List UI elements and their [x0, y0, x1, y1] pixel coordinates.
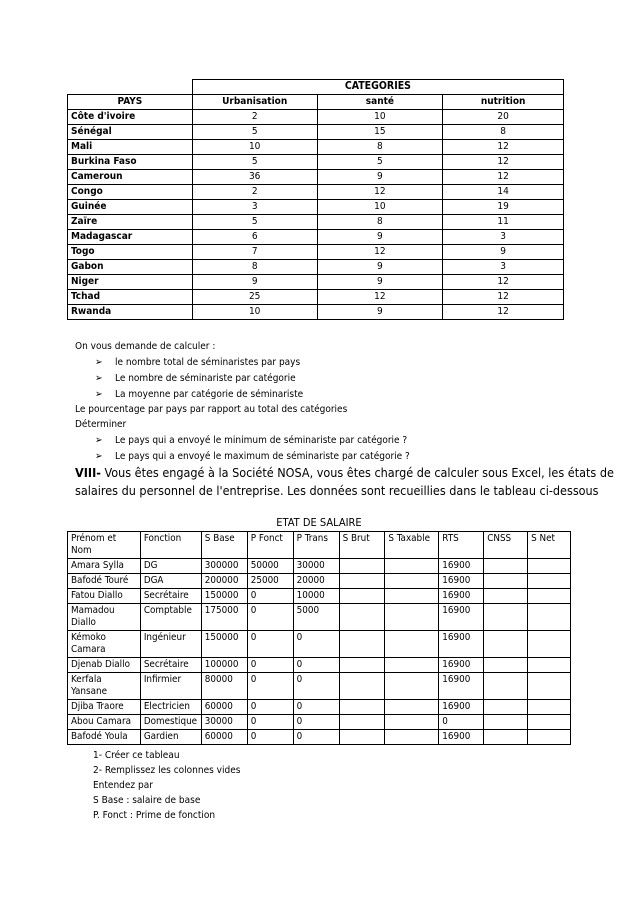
salary-cell: 16900	[439, 730, 484, 745]
salary-cell: 0	[293, 631, 339, 658]
salary-column-header: CNSS	[484, 532, 528, 559]
salary-cell	[385, 589, 439, 604]
country-name-cell: Congo	[68, 185, 193, 200]
category-value-cell: 11	[443, 215, 564, 230]
salary-cell: 0	[293, 730, 339, 745]
salary-cell	[484, 700, 528, 715]
category-value-cell: 12	[443, 275, 564, 290]
salary-cell: 80000	[201, 673, 247, 700]
category-value-cell: 3	[192, 200, 317, 215]
categories-group-header-row	[68, 80, 564, 95]
category-value-cell: 12	[317, 290, 443, 305]
instruction-bullet: ➢ La moyenne par catégorie de séminariste	[95, 388, 303, 401]
employee-name-cell: Amara Sylla	[68, 559, 141, 574]
salary-cell	[385, 730, 439, 745]
salary-cell	[339, 715, 385, 730]
salary-cell	[484, 673, 528, 700]
country-row	[68, 290, 564, 305]
employee-row	[68, 574, 571, 589]
category-value-cell: 10	[317, 110, 443, 125]
salary-table	[67, 531, 571, 745]
salary-column-header: P Fonct	[247, 532, 293, 559]
salary-cell: 300000	[201, 559, 247, 574]
category-value-cell: 14	[443, 185, 564, 200]
category-value-cell: 3	[443, 230, 564, 245]
category-value-cell: 12	[317, 245, 443, 260]
category-value-cell: 8	[192, 260, 317, 275]
instruction-bullet: ➢ Le pays qui a envoyé le minimum de séminariste par catégorie ?	[95, 434, 407, 447]
salary-cell	[484, 559, 528, 574]
salary-cell: Secrétaire	[140, 658, 201, 673]
salary-cell: 50000	[247, 559, 293, 574]
salary-cell: Domestique	[140, 715, 201, 730]
employee-row	[68, 730, 571, 745]
employee-name-cell: Kerfala Yansane	[68, 673, 141, 700]
salary-cell: 0	[247, 589, 293, 604]
task-item: 1- Créer ce tableau	[93, 750, 180, 761]
country-row	[68, 155, 564, 170]
salary-cell	[484, 589, 528, 604]
salary-column-header: RTS	[439, 532, 484, 559]
salary-cell	[484, 730, 528, 745]
employee-row	[68, 589, 571, 604]
category-value-cell: 5	[192, 215, 317, 230]
employee-row	[68, 673, 571, 700]
salary-cell: 0	[247, 604, 293, 631]
country-name-cell: Burkina Faso	[68, 155, 193, 170]
salary-cell: 0	[247, 631, 293, 658]
country-name-cell: Côte d'ivoire	[68, 110, 193, 125]
category-value-cell: 9	[317, 305, 443, 320]
salary-cell: 60000	[201, 700, 247, 715]
salary-cell: 16900	[439, 574, 484, 589]
salary-column-header: S Net	[528, 532, 571, 559]
employee-name-cell: Bafodé Touré	[68, 574, 141, 589]
category-value-cell: 12	[443, 290, 564, 305]
salary-cell: 30000	[201, 715, 247, 730]
category-value-cell: 9	[317, 260, 443, 275]
legend-intro: Entendez par	[93, 780, 153, 791]
category-value-cell: 12	[443, 140, 564, 155]
legend-p-fonct: P. Fonct : Prime de fonction	[93, 810, 216, 821]
salary-cell	[385, 700, 439, 715]
column-header: PAYS	[68, 95, 193, 110]
salary-cell	[528, 658, 571, 673]
column-header-row	[68, 95, 564, 110]
instruction-bullet: ➢ Le nombre de séminariste par catégorie	[95, 372, 296, 385]
salary-cell: Electricien	[140, 700, 201, 715]
category-value-cell: 5	[317, 155, 443, 170]
salary-cell	[484, 604, 528, 631]
category-value-cell: 12	[443, 170, 564, 185]
country-row	[68, 230, 564, 245]
instruction-determine: Déterminer	[75, 419, 127, 430]
salary-cell	[528, 730, 571, 745]
salary-cell	[339, 604, 385, 631]
salary-cell	[528, 559, 571, 574]
salary-cell	[528, 589, 571, 604]
instruction-bullet: ➢ le nombre total de séminaristes par pays	[95, 356, 300, 369]
country-name-cell: Sénégal	[68, 125, 193, 140]
country-row	[68, 170, 564, 185]
salary-cell	[484, 658, 528, 673]
blank-corner-cell	[68, 80, 193, 95]
category-value-cell: 3	[443, 260, 564, 275]
salary-cell: 0	[247, 673, 293, 700]
country-row	[68, 305, 564, 320]
category-value-cell: 9	[317, 230, 443, 245]
salary-table-title: ETAT DE SALAIRE	[276, 516, 362, 529]
salary-cell: 16900	[439, 700, 484, 715]
salary-cell: 150000	[201, 631, 247, 658]
country-name-cell: Mali	[68, 140, 193, 155]
salary-column-header: Fonction	[140, 532, 201, 559]
tasks-list	[93, 748, 240, 823]
column-header: nutrition	[443, 95, 564, 110]
category-value-cell: 5	[192, 125, 317, 140]
country-name-cell: Guinée	[68, 200, 193, 215]
salary-cell	[385, 715, 439, 730]
employee-name-cell: Bafodé Youla	[68, 730, 141, 745]
salary-cell: 25000	[247, 574, 293, 589]
salary-cell: 175000	[201, 604, 247, 631]
salary-cell: 0	[293, 658, 339, 673]
salary-cell: Comptable	[140, 604, 201, 631]
salary-cell	[339, 658, 385, 673]
salary-cell	[339, 700, 385, 715]
country-name-cell: Niger	[68, 275, 193, 290]
salary-cell: 10000	[293, 589, 339, 604]
employee-name-cell: Djiba Traore	[68, 700, 141, 715]
category-value-cell: 25	[192, 290, 317, 305]
salary-cell: Gardien	[140, 730, 201, 745]
instruction-percentage: Le pourcentage par pays par rapport au total des catégories	[75, 404, 348, 415]
salary-cell: 16900	[439, 559, 484, 574]
employee-row	[68, 700, 571, 715]
section-8-label: VIII-	[75, 465, 101, 480]
salary-cell	[484, 631, 528, 658]
section-8-line-1: Vous êtes engagé à la Société NOSA, vous êtes chargé de calculer sous Excel, les états de	[100, 465, 614, 480]
category-value-cell: 5	[192, 155, 317, 170]
category-value-cell: 8	[443, 125, 564, 140]
salary-cell: 30000	[293, 559, 339, 574]
salary-cell: 5000	[293, 604, 339, 631]
category-value-cell: 7	[192, 245, 317, 260]
category-value-cell: 12	[317, 185, 443, 200]
legend-s-base: S Base : salaire de base	[93, 795, 201, 806]
country-row	[68, 125, 564, 140]
salary-cell: 0	[439, 715, 484, 730]
salary-cell	[339, 559, 385, 574]
employee-name-cell: Djenab Diallo	[68, 658, 141, 673]
category-value-cell: 8	[317, 215, 443, 230]
country-name-cell: Zaïre	[68, 215, 193, 230]
country-row	[68, 215, 564, 230]
salary-cell: 20000	[293, 574, 339, 589]
salary-cell: 16900	[439, 673, 484, 700]
category-value-cell: 2	[192, 185, 317, 200]
category-value-cell: 20	[443, 110, 564, 125]
country-row	[68, 245, 564, 260]
salary-cell: Ingénieur	[140, 631, 201, 658]
salary-column-header: S Brut	[339, 532, 385, 559]
employee-row	[68, 604, 571, 631]
salary-cell: 0	[293, 673, 339, 700]
salary-cell: 60000	[201, 730, 247, 745]
salary-cell: 16900	[439, 589, 484, 604]
salary-cell: 0	[247, 715, 293, 730]
country-row	[68, 200, 564, 215]
salary-cell: 0	[247, 700, 293, 715]
salary-cell	[339, 574, 385, 589]
category-value-cell: 36	[192, 170, 317, 185]
country-row	[68, 185, 564, 200]
employee-name-cell: Mamadou Diallo	[68, 604, 141, 631]
salary-cell: 0	[293, 700, 339, 715]
section-8-line-2: salaires du personnel de l'entreprise. Les données sont recueillies dans le tableau ci-dessous	[75, 483, 599, 498]
salary-cell: Secrétaire	[140, 589, 201, 604]
salary-cell: DG	[140, 559, 201, 574]
category-value-cell: 9	[192, 275, 317, 290]
salary-column-header: P Trans	[293, 532, 339, 559]
salary-cell: 100000	[201, 658, 247, 673]
salary-cell: 0	[293, 715, 339, 730]
salary-cell	[385, 604, 439, 631]
instruction-bullet: ➢ Le pays qui a envoyé le maximum de séminariste par catégorie ?	[95, 450, 410, 463]
salary-cell	[385, 559, 439, 574]
category-value-cell: 6	[192, 230, 317, 245]
employee-name-cell: Fatou Diallo	[68, 589, 141, 604]
salary-cell: 0	[247, 730, 293, 745]
category-value-cell: 10	[317, 200, 443, 215]
salary-column-header: S Taxable	[385, 532, 439, 559]
salary-cell	[528, 604, 571, 631]
categories-header: CATEGORIES	[192, 80, 563, 95]
employee-name-cell: Kémoko Camara	[68, 631, 141, 658]
salary-cell	[339, 673, 385, 700]
salary-cell: DGA	[140, 574, 201, 589]
country-row	[68, 275, 564, 290]
salary-cell: 16900	[439, 631, 484, 658]
employee-row	[68, 658, 571, 673]
category-value-cell: 12	[443, 305, 564, 320]
salary-cell	[339, 589, 385, 604]
salary-cell	[484, 715, 528, 730]
section-8-paragraph	[75, 464, 614, 500]
country-name-cell: Cameroun	[68, 170, 193, 185]
country-row	[68, 260, 564, 275]
salary-column-header: Prénom et Nom	[68, 532, 141, 559]
salary-cell: Infirmier	[140, 673, 201, 700]
salary-cell	[528, 631, 571, 658]
country-name-cell: Togo	[68, 245, 193, 260]
salary-cell: 150000	[201, 589, 247, 604]
salary-cell: 16900	[439, 658, 484, 673]
salary-header-row	[68, 532, 571, 559]
country-name-cell: Rwanda	[68, 305, 193, 320]
category-value-cell: 10	[192, 140, 317, 155]
salary-cell	[528, 700, 571, 715]
category-value-cell: 9	[317, 170, 443, 185]
category-value-cell: 10	[192, 305, 317, 320]
salary-cell	[385, 574, 439, 589]
country-name-cell: Tchad	[68, 290, 193, 305]
country-row	[68, 110, 564, 125]
country-name-cell: Gabon	[68, 260, 193, 275]
salary-cell	[339, 631, 385, 658]
category-value-cell: 12	[443, 155, 564, 170]
category-value-cell: 8	[317, 140, 443, 155]
employee-row	[68, 715, 571, 730]
column-header: Urbanisation	[192, 95, 317, 110]
country-name-cell: Madagascar	[68, 230, 193, 245]
column-header: santé	[317, 95, 443, 110]
salary-cell	[528, 673, 571, 700]
salary-cell	[484, 574, 528, 589]
salary-cell	[339, 730, 385, 745]
categories-table	[67, 79, 564, 320]
salary-cell: 0	[247, 658, 293, 673]
category-value-cell: 15	[317, 125, 443, 140]
salary-cell	[528, 574, 571, 589]
category-value-cell: 9	[317, 275, 443, 290]
instructions-intro: On vous demande de calculer :	[75, 341, 216, 352]
category-value-cell: 9	[443, 245, 564, 260]
salary-cell	[528, 715, 571, 730]
salary-cell: 16900	[439, 604, 484, 631]
salary-cell	[385, 631, 439, 658]
salary-column-header: S Base	[201, 532, 247, 559]
employee-name-cell: Abou Camara	[68, 715, 141, 730]
category-value-cell: 2	[192, 110, 317, 125]
salary-cell	[385, 658, 439, 673]
task-item: 2- Remplissez les colonnes vides	[93, 765, 241, 776]
country-row	[68, 140, 564, 155]
category-value-cell: 19	[443, 200, 564, 215]
salary-cell: 200000	[201, 574, 247, 589]
employee-row	[68, 631, 571, 658]
salary-cell	[385, 673, 439, 700]
employee-row	[68, 559, 571, 574]
